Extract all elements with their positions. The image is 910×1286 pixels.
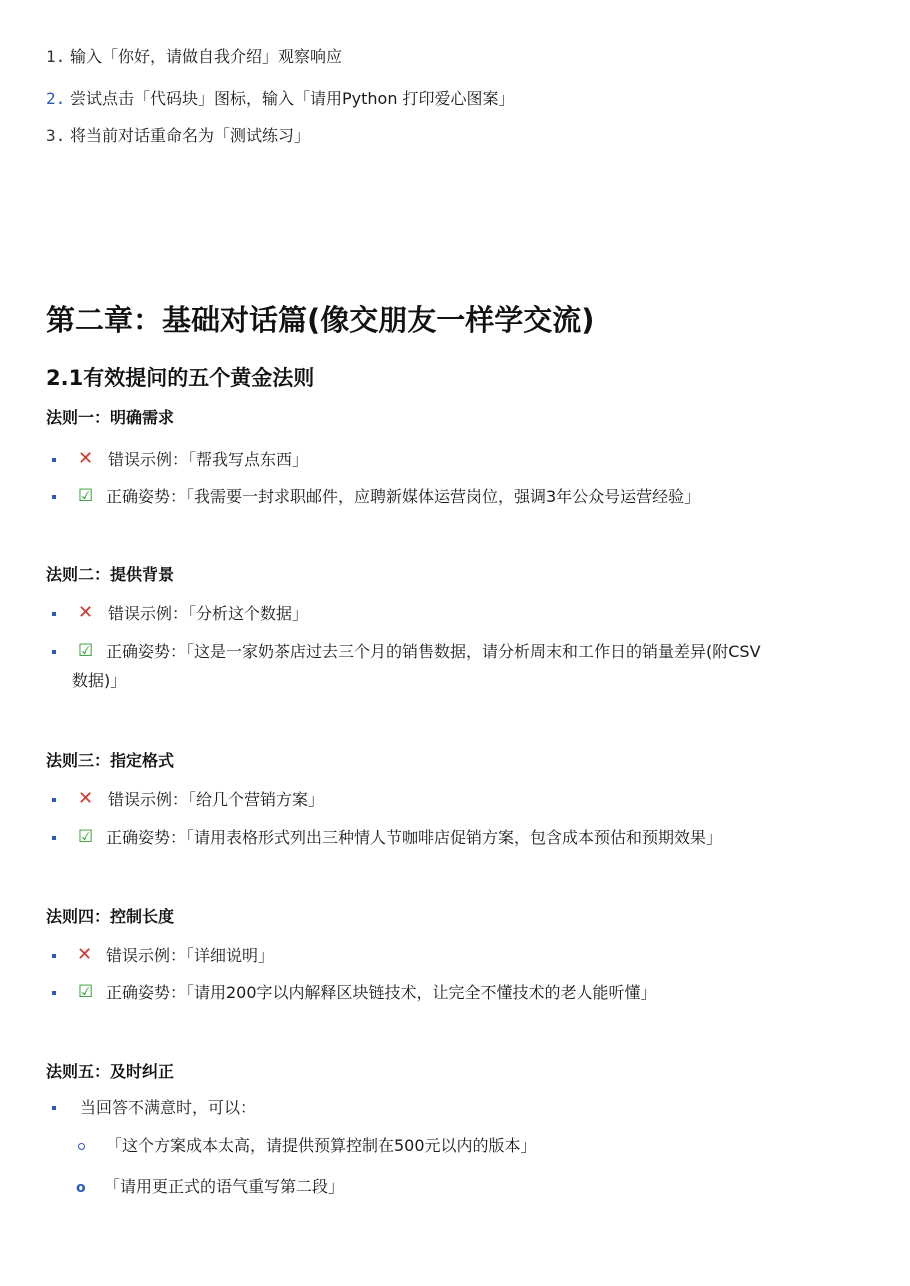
cross-mark-icon: ✕ xyxy=(78,602,94,623)
rule-title: 法则五：及时纠正 xyxy=(46,1062,175,1081)
check-box-icon: ☑ xyxy=(78,982,94,1002)
rule-title: 法则一：明确需求 xyxy=(46,408,175,427)
right-example: 正确姿势：「请用表格形式列出三种情人节咖啡店促销方案，包含成本预估和预期效果」 xyxy=(106,828,723,847)
step-item xyxy=(46,126,310,146)
bullet-dot xyxy=(52,1106,56,1110)
section-title: 2.1有效提问的五个黄金法则 xyxy=(46,366,315,390)
cross-mark-icon: ✕ xyxy=(78,448,94,469)
sub-item: 「请用更正式的语气重写第二段」 xyxy=(104,1177,345,1196)
sub-item: 「这个方案成本太高，请提供预算控制在500元以内的版本」 xyxy=(106,1136,537,1155)
check-box-icon: ☑ xyxy=(78,827,94,847)
cross-mark-icon: ✕ xyxy=(77,944,93,965)
bullet-dot xyxy=(52,836,56,840)
rule-title: 法则三：指定格式 xyxy=(46,751,175,770)
cross-mark-icon: ✕ xyxy=(78,788,94,809)
wrong-example: 错误示例：「帮我写点东西」 xyxy=(108,450,309,469)
check-box-icon: ☑ xyxy=(78,486,94,506)
bullet-dot xyxy=(52,954,56,958)
sub-bullet-circle xyxy=(78,1143,85,1150)
check-box-icon: ☑ xyxy=(78,641,94,661)
bullet-dot xyxy=(52,798,56,802)
rule-intro: 当回答不满意时，可以： xyxy=(80,1098,257,1117)
wrong-example: 错误示例：「详细说明」 xyxy=(106,946,275,965)
sub-bullet-o: o xyxy=(76,1180,86,1196)
bullet-dot xyxy=(52,650,56,654)
wrong-example: 错误示例：「给几个营销方案」 xyxy=(108,790,325,809)
right-example: 正确姿势：「这是一家奶茶店过去三个月的销售数据，请分析周末和工作日的销量差异(附CSV xyxy=(106,642,761,661)
step-item xyxy=(46,89,515,109)
step-text: 输入「你好，请做自我介绍」观察响应 xyxy=(70,47,343,66)
rule-title: 法则四：控制长度 xyxy=(46,907,175,926)
bullet-dot xyxy=(52,495,56,499)
right-example: 正确姿势：「我需要一封求职邮件，应聘新媒体运营岗位，强调3年公众号运营经验」 xyxy=(106,487,701,506)
right-example-continued: 数据)」 xyxy=(72,671,127,690)
step-text: 尝试点击「代码块」图标，输入「请用Python 打印爱心图案」 xyxy=(70,89,515,108)
bullet-dot xyxy=(52,612,56,616)
right-example: 正确姿势：「请用200字以内解释区块链技术，让完全不懂技术的老人能听懂」 xyxy=(106,983,657,1002)
step-number: 2. xyxy=(46,89,66,108)
bullet-dot xyxy=(52,458,56,462)
wrong-example: 错误示例：「分析这个数据」 xyxy=(108,604,309,623)
step-number: 3. xyxy=(46,126,66,145)
step-number: 1. xyxy=(46,47,66,66)
chapter-title: 第二章：基础对话篇(像交朋友一样学交流) xyxy=(46,303,595,337)
step-text: 将当前对话重命名为「测试练习」 xyxy=(70,126,311,145)
bullet-dot xyxy=(52,991,56,995)
step-item xyxy=(46,47,342,67)
rule-title: 法则二：提供背景 xyxy=(46,565,175,584)
